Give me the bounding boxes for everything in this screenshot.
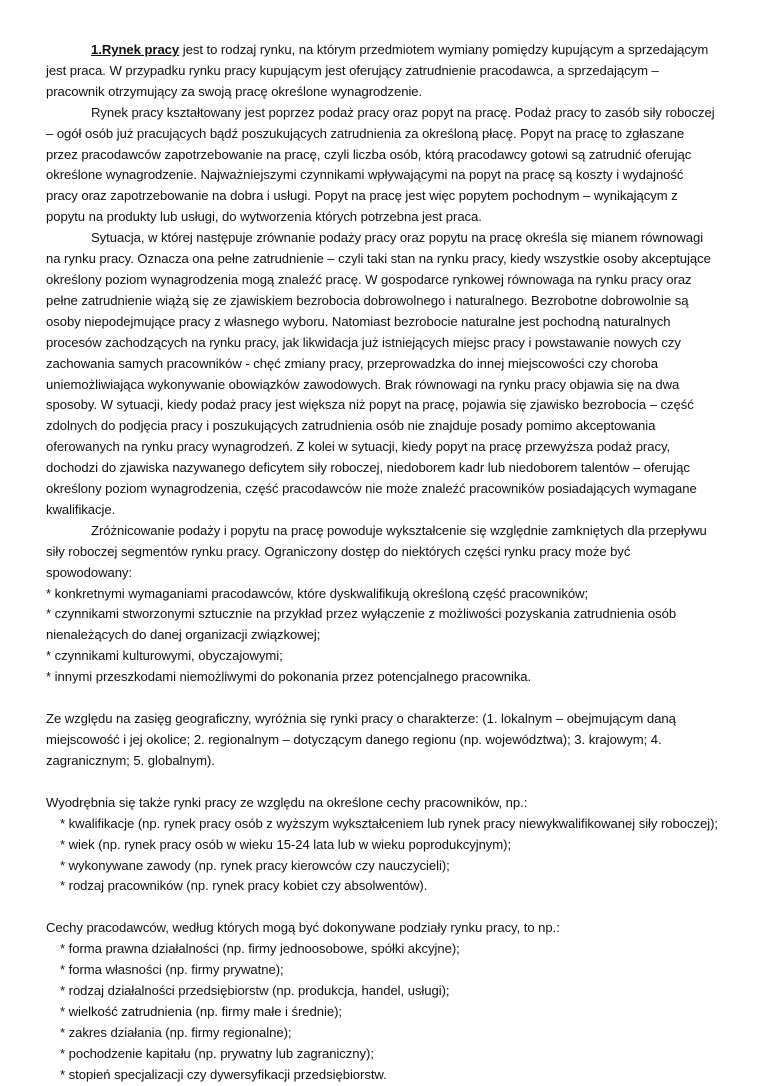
list-item: * forma własności (np. firmy prywatne); xyxy=(60,962,284,978)
list-item: * rodzaj pracowników (np. rynek pracy kobiet czy absolwentów). xyxy=(60,878,428,894)
paragraph-equilibrium: Sytuacja, w której następuje zrównanie podaży pracy oraz popytu na pracę określa się mianem równowagi na rynku pracy. Oznacza ona pełne zatrudnienie – czyli taki stan na rynku pracy, kiedy wszystkie osoby akceptujące określony poziom wynagrodzenia mogą znaleźć pracę. W gospodarce rynkowej równowaga na rynku pracy oraz pełne zatrudnienie wiążą się ze zjawiskiem bezrobocia dobrowolnego i naturalnego. Bezrobotne dobrowolnie są osoby niepodejmujące pracy z własnego wyboru. Natomiast bezrobocie naturalne jest pochodną naturalnych procesów zachodzących na rynku pracy, jak likwidacja już istniejących miejsc pracy i powstawanie nowych czy zachowania samych pracowników - chęć zmiany pracy, przeprowadzka do innej miejscowości czy choroba uniemożliwiająca wykonywanie obowiązków zawodowych. Brak równowagi na rynku pracy objawia się na dwa sposoby. W sytuacji, kiedy podaż pracy jest większa niż popyt na pracę, pojawia się zjawisko bezrobocia – część zdolnych do podjęcia pracy i poszukujących zatrudnienia osób nie znajduje posady pomimo akceptowania oferowanych na rynku pracy wynagrodzeń. Z kolei w sytuacji, kiedy popyt na pracę przewyższa podaż pracy, dochodzi do zjawiska nazywanego deficytem siły roboczej, niedoborem kadr lub niedoborem talentów – oferując określony poziom wynagrodzenia, część pracodawców nie może znaleźć pracowników posiadających wymagane kwalifikacje. xyxy=(46,230,711,517)
intro-paragraph xyxy=(46,40,718,103)
list-item: * innymi przeszkodami niemożliwymi do pokonania przez potencjalnego pracownika. xyxy=(46,669,532,685)
list-item: * czynnikami stworzonymi sztucznie na przykład przez wyłączenie z możliwości pozyskania zatrudnienia osób nienależących do danej organizacji związkowej; xyxy=(46,606,677,643)
section-heading-term: 1.Rynek pracy xyxy=(91,42,180,57)
list-item: * stopień specjalizacji czy dywersyfikacji przedsiębiorstw. xyxy=(60,1066,387,1082)
list-item: * wiek (np. rynek pracy osób w wieku 15-24 lata lub w wieku poprodukcyjnym); xyxy=(60,836,512,852)
worker-traits-list xyxy=(46,814,718,898)
spacer xyxy=(46,688,718,709)
list-item: * kwalifikacje (np. rynek pracy osób z wyższym wykształceniem lub rynek pracy niewykwalifikowanej siły roboczej); xyxy=(60,815,718,831)
list-item: * rodzaj działalności przedsiębiorstw (np. produkcja, handel, usługi); xyxy=(60,983,450,999)
spacer xyxy=(46,897,718,918)
employer-traits-intro: Cechy pracodawców, według których mogą być dokonywane podziały rynku pracy, to np.: xyxy=(46,920,560,936)
employer-traits-list xyxy=(46,939,718,1085)
paragraph-geography: Ze względu na zasięg geograficzny, wyróżnia się rynki pracy o charakterze: (1. lokalnym – obejmującym daną miejscowość i jej okolice; 2. regionalnym – dotyczącym danego regionu (np. województwa); 3. krajowym; 4. zagranicznym; 5. globalnym). xyxy=(46,711,676,768)
list-item: * zakres działania (np. firmy regionalne); xyxy=(60,1024,292,1040)
list-item: * wykonywane zawody (np. rynek pracy kierowców czy nauczycieli); xyxy=(60,857,450,873)
list-item: * forma prawna działalności (np. firmy jednoosobowe, spółki akcyjne); xyxy=(60,941,460,957)
access-barriers-list xyxy=(46,584,718,689)
intro-text: jest to rodzaj rynku, na którym przedmiotem wymiany pomiędzy kupującym a sprzedającym jest praca. W przypadku rynku pracy kupującym jest oferujący zatrudnienie pracodawca, a sprzedającym – pracownik otrzymujący za swoją pracę określone wynagrodzenie. xyxy=(46,42,709,99)
list-item: * konkretnymi wymaganiami pracodawców, które dyskwalifikują określoną część pracowników; xyxy=(46,585,589,601)
paragraph-segmentation: Zróżnicowanie podaży i popytu na pracę powoduje wykształcenie się względnie zamkniętych dla przepływu siły roboczej segmentów rynku pracy. Ograniczony dostęp do niektórych części rynku pracy może być spowodowany: xyxy=(46,522,707,580)
list-item: * czynnikami kulturowymi, obyczajowymi; xyxy=(46,648,283,664)
list-item: * pochodzenie kapitału (np. prywatny lub zagraniczny); xyxy=(60,1045,374,1061)
document-page xyxy=(46,40,718,1086)
worker-traits-intro: Wyodrębnia się także rynki pracy ze względu na określone cechy pracowników, np.: xyxy=(46,794,528,810)
spacer xyxy=(46,772,718,793)
paragraph-supply-demand: Rynek pracy kształtowany jest poprzez podaż pracy oraz popyt na pracę. Podaż pracy to zasób siły roboczej – ogół osób już pracujących bądź poszukujących zatrudnienia za określoną płacę. Popyt na pracę to zgłaszane przez pracodawców zapotrzebowanie na pracę, czyli liczba osób, którą pracodawcy gotowi są zatrudnić oferując określone wynagrodzenie. Najważniejszymi czynnikami wpływającymi na popyt na pracę są koszty i wydajność pracy oraz zapotrzebowanie na dobra i usługi. Popyt na pracę jest więc popytem pochodnym – wynikającym z popytu na produkty lub usługi, do wytworzenia których potrzebna jest praca. xyxy=(46,104,715,225)
list-item: * wielkość zatrudnienia (np. firmy małe i średnie); xyxy=(60,1003,342,1019)
